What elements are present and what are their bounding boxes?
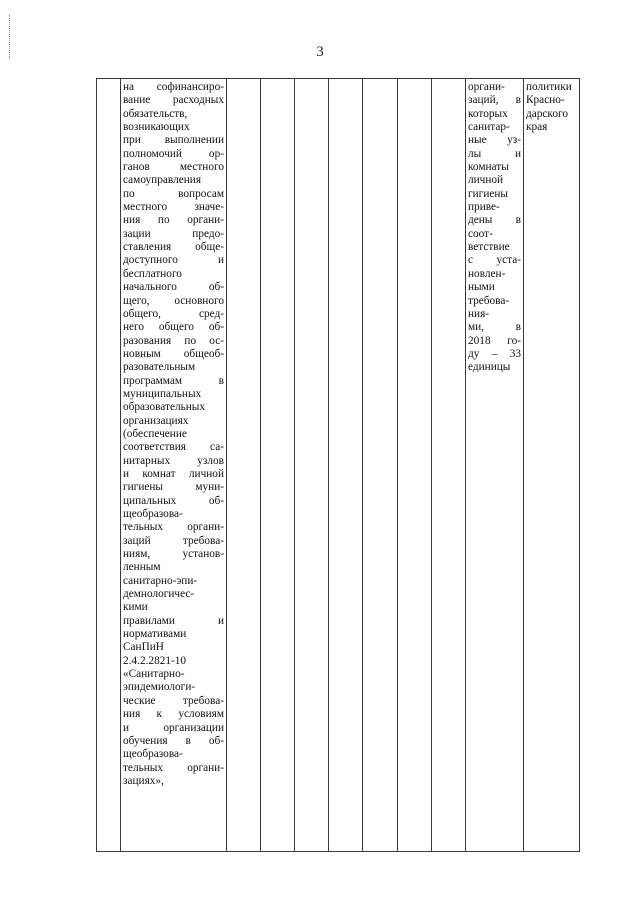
program-table: [96, 78, 580, 852]
description-text: на софинансиро- вание расходных обязательств, возникающих при выполнении полномочий ор- ганов местного самоуправления по вопросам местного значе- ния по органи- зации предо- ставления обще- доступного и бесплатного начального об- щего, основного общего, сред- него общего об- разования по ос- новным общеоб- разовательным программам в муниципальных образовательных организациях (обеспечение соответствия са- нитарных узлов и комнат личной гигиены муни- ципальных об- щеобразова- тельных органи- заций требова- ниям, установ- ленным санитарно-эпи- демнологичес- кими правилами и нормативами СанПиН 2.4.2.2821-10 «Санитарно- эпидемиологи- ческие требова- ния к условиям и организации обучения в об- щеобразова- тельных органи- зациях»,: [123, 81, 224, 787]
table-row: [97, 79, 580, 852]
document-table: [96, 78, 580, 852]
empty-cell: [295, 79, 329, 852]
empty-cell: [261, 79, 295, 852]
responsible-text: политики Красно- дарского края: [526, 81, 572, 134]
empty-cell: [398, 79, 432, 852]
empty-cell: [227, 79, 261, 852]
responsible-cell: [524, 79, 580, 852]
empty-cell: [432, 79, 466, 852]
indicator-text: органи- заций, в которых санитар- ные уз- лы и комнаты личной гигиены приве- дены в соот- ветствие с уста- новлен- ными требова- ния- ми, в 2018 го- ду – 33 единицы: [468, 81, 521, 374]
empty-cell: [329, 79, 363, 852]
number-cell: [97, 79, 121, 852]
description-cell: [121, 79, 227, 852]
indicator-cell: [466, 79, 524, 852]
page-number: 3: [316, 44, 324, 60]
empty-cell: [363, 79, 398, 852]
